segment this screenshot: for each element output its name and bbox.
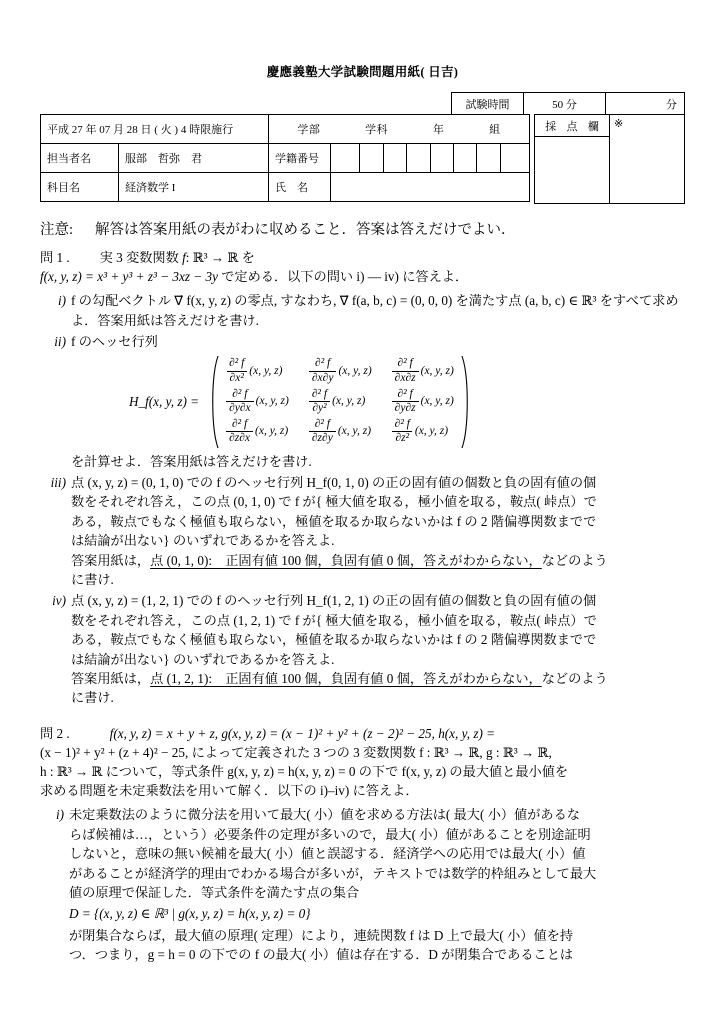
fraction-denominator: ∂y∂x bbox=[226, 401, 254, 416]
partial-fraction bbox=[309, 388, 330, 416]
partial-fraction bbox=[309, 357, 337, 385]
hessian-lhs: H_f(x, y, z) = bbox=[129, 393, 200, 409]
student-id-cell[interactable] bbox=[360, 144, 383, 172]
exam-body bbox=[40, 220, 685, 965]
item-line: ある，鞍点でもなく極値も取らない，極値を取るか取らないかは f の 2 階偏導関数までで bbox=[71, 632, 597, 648]
fraction-args: (x, y, z) bbox=[420, 365, 454, 378]
subject-label: 科目名 bbox=[41, 173, 119, 202]
item-line: は結論が出ない} のいずれであるかを答えよ. bbox=[71, 651, 335, 667]
student-id-boxes[interactable] bbox=[331, 144, 530, 173]
score-section bbox=[534, 114, 685, 204]
hessian-cell bbox=[392, 357, 454, 385]
problem2-line-3: h : ℝ³ → ℝ について，等式条件 g(x, y, z) = h(x, y, z) = 0 の下で f(x, y, z) の最大値と最小値を bbox=[40, 764, 569, 780]
student-id-cell[interactable] bbox=[337, 144, 360, 172]
item-answer-format-line bbox=[71, 551, 685, 570]
hessian-cell bbox=[309, 357, 372, 385]
problem2-line-4: 求める問題を未定乗数法を用いて解く．以下の i)–iv) に答えよ． bbox=[40, 783, 419, 799]
exam-time-label: 試験時間 bbox=[452, 93, 524, 114]
list-item bbox=[40, 805, 685, 964]
fraction-numerator: ∂² f bbox=[397, 387, 413, 400]
problem2-line-2: (x − 1)² + y² + (z + 4)² − 25, によって定義された 3 つの 3 変数関数 f : ℝ³ → ℝ, g : ℝ³ → ℝ, bbox=[40, 744, 552, 760]
item-line: ℝ³ をすべて求めよ．答案用紙は答えだけを書け. bbox=[71, 293, 679, 328]
problem1-function-symbol: f bbox=[182, 250, 186, 266]
notice-line bbox=[40, 220, 685, 241]
fraction-args: (x, y, z) bbox=[255, 395, 289, 408]
fraction-args: (x, y, z) bbox=[337, 425, 372, 438]
fraction-numerator: ∂² f bbox=[231, 417, 248, 430]
hessian-cell bbox=[392, 418, 454, 446]
instructor-name: 服部 哲弥 君 bbox=[119, 144, 269, 173]
score-label-char-3: 欄 bbox=[587, 120, 599, 133]
table-row-subject bbox=[41, 173, 530, 202]
hessian-cell bbox=[309, 388, 372, 416]
score-label-char-2: 点 bbox=[566, 120, 578, 133]
item-line: 数をそれぞれ答え，この点 (0, 1, 0) で f が{ 極大値を取る，極小値を取る，鞍点( 峠点）で bbox=[71, 494, 597, 510]
hessian-cell bbox=[226, 357, 289, 385]
name-label: 氏 名 bbox=[269, 173, 331, 202]
hessian-cell bbox=[392, 388, 454, 416]
answer-format-prefix: 答案用紙は， bbox=[71, 552, 151, 568]
item-line: があることが経済学的理由でわかる場合が多いが，テキストでは数学的枠組みとして最大 bbox=[69, 865, 597, 881]
answer-format-suffix: などのよう bbox=[541, 552, 608, 568]
student-id-cell[interactable] bbox=[431, 144, 454, 172]
header-info-table bbox=[40, 92, 685, 204]
partial-fraction bbox=[392, 418, 413, 446]
set-definition-equation: D = {(x, y, z) ∈ ℝ³ | g(x, y, z) = h(x, y, z) = 0} bbox=[69, 906, 311, 922]
item-answer-format-line bbox=[71, 669, 685, 688]
item-line: つ．つまり，g = h = 0 の下での f の最大( 小）値は存在する．D が閉集合であることは bbox=[69, 947, 574, 963]
problem1-intro-pre: 実 3 変数関数 bbox=[99, 250, 179, 266]
item-line: を計算せよ．答案用紙は答えだけを書け. bbox=[71, 453, 312, 469]
answer-format-prefix: 答案用紙は， bbox=[71, 670, 151, 686]
fraction-args: (x, y, z) bbox=[255, 425, 289, 438]
problem2-heading bbox=[40, 724, 685, 743]
table-row-date bbox=[41, 115, 530, 144]
partial-fraction bbox=[392, 388, 419, 416]
faculty-fields-cell bbox=[269, 115, 530, 144]
problem2-number: 問 2 . bbox=[40, 725, 70, 741]
fraction-numerator: ∂² f bbox=[397, 357, 413, 370]
item-line: は結論が出ない} のいずれであるかを答えよ. bbox=[71, 533, 335, 549]
hessian-matrix bbox=[129, 354, 685, 450]
problem1-item-list bbox=[40, 291, 685, 708]
item-marker: ii) bbox=[54, 334, 66, 350]
fraction-args: (x, y, z) bbox=[414, 425, 449, 438]
item-line: に書け. bbox=[71, 571, 114, 587]
student-id-cell[interactable] bbox=[501, 144, 523, 172]
problem2-line-1: f(x, y, z) = x + y + z, g(x, y, z) = (x − 1)² + y² + (z − 2)² − 25, h(x, y, z) = bbox=[109, 725, 496, 741]
hessian-grid bbox=[220, 355, 460, 447]
field-gakka: 学科 bbox=[365, 124, 389, 136]
student-id-cell[interactable] bbox=[454, 144, 477, 172]
subject-name: 経済数学 I bbox=[119, 173, 269, 202]
answer-format-example: 点 (0, 1, 0): 正固有値 100 個，負固有値 0 個，答えがわからない， bbox=[150, 552, 542, 568]
fraction-args: (x, y, z) bbox=[332, 395, 366, 408]
fraction-denominator: ∂z∂x bbox=[226, 431, 253, 446]
field-gakubu: 学部 bbox=[297, 124, 321, 136]
student-id-label: 学籍番号 bbox=[269, 144, 331, 173]
fraction-args: (x, y, z) bbox=[420, 395, 454, 408]
table-row-instructor bbox=[41, 144, 530, 173]
partial-fraction bbox=[226, 357, 247, 385]
problem1-definition-post: で定める．以下の問い i) — iv) に答えよ． bbox=[221, 269, 469, 285]
answer-format-example: 点 (1, 2, 1): 正固有値 100 個，負固有値 0 個，答えがわからない， bbox=[150, 670, 542, 686]
item-body bbox=[71, 332, 685, 471]
fraction-numerator: ∂² f bbox=[229, 357, 245, 370]
item-line: 値の原理で保証した．等式条件を満たす点の集合 bbox=[69, 884, 360, 900]
fraction-args: (x, y, z) bbox=[338, 365, 372, 378]
problem1-heading bbox=[40, 248, 685, 267]
field-nen: 年 bbox=[432, 124, 445, 136]
item-line: 点 (x, y, z) = (0, 1, 0) での f のヘッセ行列 H_f(0, 1, 0) の正の固有値の個数と負の固有値の個 bbox=[71, 474, 597, 490]
item-body bbox=[69, 805, 685, 964]
fraction-numerator: ∂² f bbox=[315, 357, 331, 370]
list-item bbox=[40, 591, 685, 707]
item-line: f の勾配ベクトル ∇⃗ f(x, y, z) の零点, すなわち, ∇⃗ f(a, b, c) = (0, 0, 0) を満たす点 (a, b, c) ∈ bbox=[71, 293, 579, 309]
item-line: しないと，意味の無い候補を最大( 小）値と誤認する．経済学への応用では最大( 小）値 bbox=[69, 846, 586, 862]
partial-fraction bbox=[392, 357, 419, 385]
fraction-denominator: ∂z∂y bbox=[309, 431, 336, 446]
problem2-item-list bbox=[40, 805, 685, 964]
notice-label: 注意: bbox=[40, 222, 74, 238]
student-id-cell[interactable] bbox=[384, 144, 407, 172]
item-line: 未定乗数法のように微分法を用いて最大( 小）値を求める方法は( 最大( 小）値があるな bbox=[69, 807, 580, 823]
fraction-denominator: ∂z² bbox=[392, 431, 412, 446]
partial-fraction bbox=[226, 388, 254, 416]
hessian-cell bbox=[226, 388, 289, 416]
fraction-denominator: ∂x² bbox=[227, 371, 247, 386]
main-info-grid bbox=[40, 114, 530, 202]
partial-fraction bbox=[309, 418, 336, 446]
list-item bbox=[40, 473, 685, 589]
notice-text: 解答は答案用紙の表がわに収めること．答案は答えだけでよい． bbox=[95, 222, 516, 238]
student-id-cell[interactable] bbox=[407, 144, 430, 172]
hessian-cell bbox=[309, 418, 372, 446]
exam-time-unit: 分 bbox=[666, 98, 677, 111]
item-marker: iv) bbox=[52, 593, 66, 609]
item-body bbox=[71, 591, 685, 707]
list-item bbox=[40, 291, 685, 330]
fraction-denominator: ∂x∂y bbox=[309, 371, 337, 386]
right-paren-icon bbox=[460, 354, 473, 450]
list-item bbox=[40, 332, 685, 471]
item-body bbox=[71, 473, 685, 589]
item-line: に書け. bbox=[71, 690, 114, 706]
student-id-cell[interactable] bbox=[477, 144, 500, 172]
problem2 bbox=[40, 724, 685, 965]
fraction-numerator: ∂² f bbox=[311, 387, 328, 400]
item-line: f のヘッセ行列 bbox=[71, 334, 158, 350]
fraction-args: (x, y, z) bbox=[249, 365, 283, 378]
item-marker: i) bbox=[57, 293, 66, 309]
item-line: らば候補は…，という）必要条件の定理が多いので，最大( 小）値があることを別途証明 bbox=[69, 826, 591, 842]
problem1-definition-line bbox=[40, 267, 685, 286]
item-line: 数をそれぞれ答え，この点 (1, 2, 1) で f が{ 極大値を取る，極小値を取る，鞍点( 峠点）で bbox=[71, 612, 597, 628]
field-kumi: 組 bbox=[489, 124, 501, 136]
score-label-char-1: 採 bbox=[545, 120, 557, 133]
exam-time-value: 50 分 bbox=[524, 93, 606, 114]
fraction-denominator: ∂y∂z bbox=[392, 401, 419, 416]
page-title: 慶應義塾大学試験問題用紙( 日吉) bbox=[266, 65, 459, 79]
item-marker: i) bbox=[55, 807, 64, 823]
item-marker: iii) bbox=[50, 474, 66, 490]
fraction-numerator: ∂² f bbox=[314, 417, 330, 430]
answer-format-suffix: などのよう bbox=[541, 670, 608, 686]
left-paren-icon bbox=[207, 354, 220, 450]
score-mark: ※ bbox=[614, 118, 624, 130]
exam-time-strip bbox=[451, 92, 685, 114]
partial-fraction bbox=[226, 418, 253, 446]
fraction-numerator: ∂² f bbox=[394, 417, 410, 430]
score-column bbox=[535, 115, 610, 203]
problem1-definition: f(x, y, z) = x³ + y³ + z³ − 3xz − 3y bbox=[40, 269, 218, 285]
fraction-denominator: ∂y² bbox=[309, 401, 329, 416]
score-label bbox=[535, 115, 609, 137]
item-line: 点 (x, y, z) = (1, 2, 1) での f のヘッセ行列 H_f(1, 2, 1) の正の固有値の個数と負の固有値の個 bbox=[71, 593, 597, 609]
problem1-number: 問 1 . bbox=[40, 250, 70, 266]
name-input-cell[interactable] bbox=[331, 173, 530, 202]
item-line: ある，鞍点でもなく極値も取らない，極値を取るか取らないかは f の 2 階偏導関数までで bbox=[71, 513, 597, 529]
score-mark-column bbox=[610, 115, 684, 203]
item-line: が閉集合ならば，最大値の原理( 定理）により，連続関数 f は D 上で最大( 小）値を持 bbox=[69, 927, 574, 943]
exam-date-cell: 平成 27 年 07 月 28 日 ( 火 ) 4 時限施行 bbox=[41, 115, 269, 144]
fraction-denominator: ∂x∂z bbox=[392, 371, 419, 386]
fraction-numerator: ∂² f bbox=[232, 387, 248, 400]
item-body bbox=[71, 291, 685, 330]
problem1-intro-map: : ℝ³ → ℝ を bbox=[185, 250, 255, 266]
hessian-cell bbox=[226, 418, 289, 446]
instructor-label: 担当者名 bbox=[41, 144, 119, 173]
